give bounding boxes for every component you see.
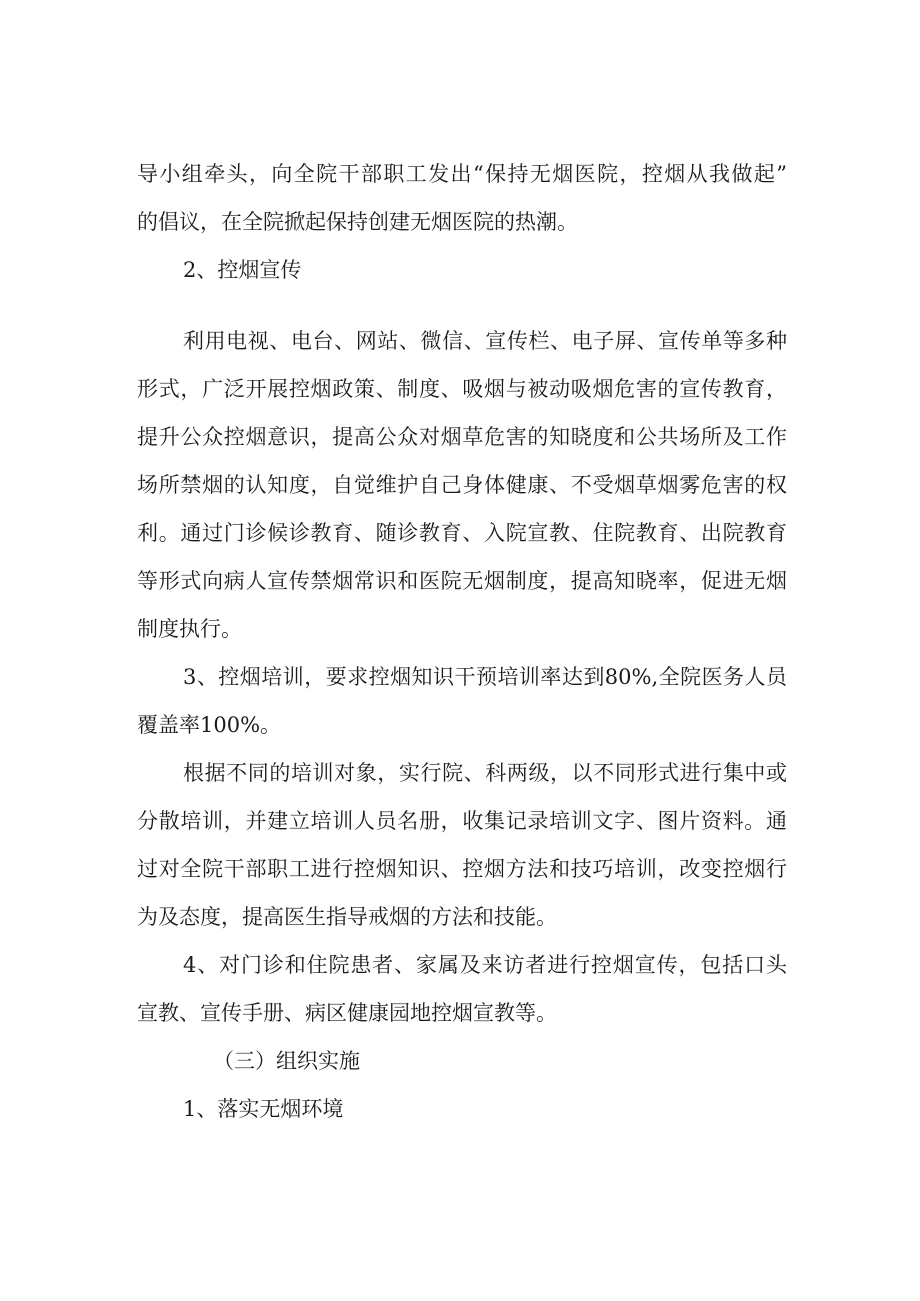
paragraph-line: 根据不同的培训对象，实行院、科两级，以不同形式进行集中或	[183, 761, 787, 785]
paragraph-line: 宣教、宣传手册、病区健康园地控烟宣教等。	[137, 1001, 557, 1025]
paragraph-line: 过对全院干部职工进行控烟知识、控烟方法和技巧培训，改变控烟行	[137, 857, 787, 881]
section-heading: 4、对门诊和住院患者、家属及来访者进行控烟宣传，包括口头	[183, 953, 787, 977]
paragraph-line: 覆盖率100%。	[137, 713, 282, 737]
paragraph-line: 等形式向病人宣传禁烟常识和医院无烟制度，提高知晓率，促进无烟	[137, 569, 787, 593]
section-heading: 2、控烟宣传	[183, 258, 302, 282]
paragraph-line: 形式，广泛开展控烟政策、制度、吸烟与被动吸烟危害的宣传教育，	[137, 377, 787, 401]
paragraph-line: 为及态度，提高医生指导戒烟的方法和技能。	[137, 905, 557, 929]
paragraph-line: 分散培训，并建立培训人员名册，收集记录培训文字、图片资料。通	[137, 809, 787, 833]
paragraph-line: 场所禁烟的认知度，自觉维护自己身体健康、不受烟草烟雾危害的权	[137, 473, 787, 497]
paragraph-line: 提升公众控烟意识，提高公众对烟草危害的知晓度和公共场所及工作	[137, 425, 787, 449]
paragraph-line: 利用电视、电台、网站、微信、宣传栏、电子屏、宣传单等多种	[183, 329, 787, 353]
paragraph-line: 的倡议，在全院掀起保持创建无烟医院的热潮。	[137, 210, 578, 234]
paragraph-line: 制度执行。	[137, 617, 242, 641]
subsection-heading: （三）组织实施	[213, 1049, 360, 1073]
paragraph-line: 导小组牵头，向全院干部职工发出“保持无烟医院，控烟从我做起”	[137, 162, 787, 186]
section-heading: 1、落实无烟环境	[183, 1097, 344, 1121]
paragraph-line: 利。通过门诊候诊教育、随诊教育、入院宣教、住院教育、出院教育	[137, 521, 787, 545]
section-heading: 3、控烟培训，要求控烟知识干预培训率达到80%,全院医务人员	[183, 665, 787, 689]
